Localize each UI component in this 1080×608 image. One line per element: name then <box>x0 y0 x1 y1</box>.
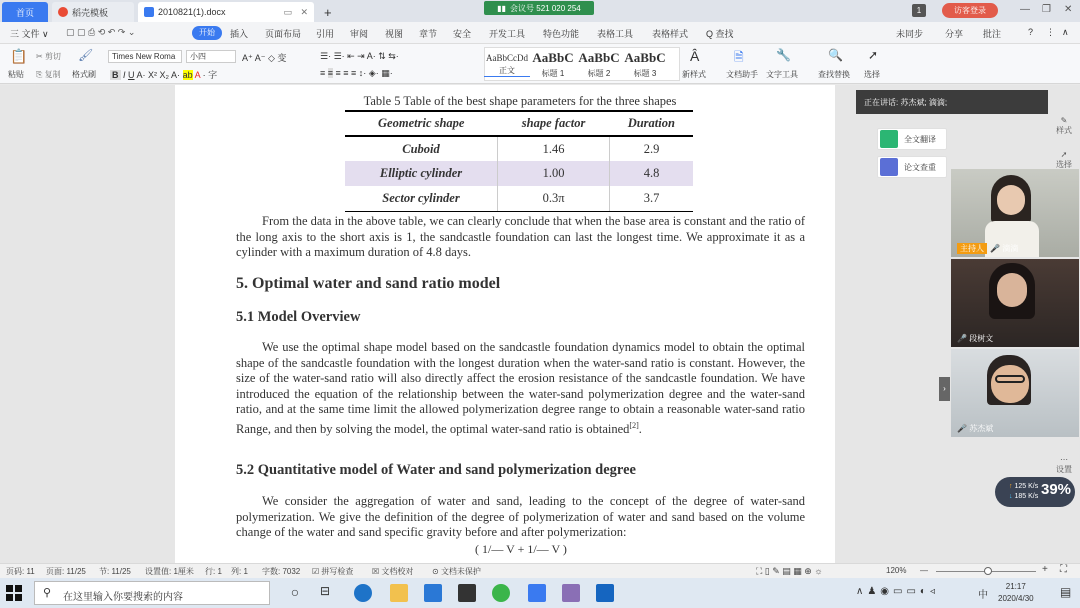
table-header-row <box>345 111 693 136</box>
sync-status[interactable]: 未同步 <box>896 29 924 39</box>
ime-indicator[interactable]: 中 <box>978 590 988 601</box>
table-row <box>345 186 693 211</box>
doc-assistant-icon: 🗎 <box>734 50 744 64</box>
task-view-icon[interactable]: ⊟ <box>319 584 331 598</box>
status-setting: 设置值: 1厘米 <box>145 567 194 576</box>
menu-table-style[interactable]: 表格样式 <box>652 29 689 39</box>
status-pages[interactable]: 页面: 11/25 <box>46 567 86 576</box>
list-buttons[interactable]: ☰· ☰· ⇤ ⇥ A· ⇅ ⇆· <box>320 51 399 61</box>
table-cell[interactable]: Sector cylinder <box>345 186 498 211</box>
browser-icon[interactable] <box>492 584 510 602</box>
text-tools-icon: 🔧 <box>776 48 791 62</box>
store-icon[interactable] <box>458 584 476 602</box>
text-format-buttons[interactable]: B I U A· X² X₂ A· ab A · 字 <box>112 70 218 80</box>
edge-icon[interactable] <box>354 584 372 602</box>
collapse-video-panel-button[interactable]: › <box>939 377 950 401</box>
new-style-button[interactable]: 新样式 <box>682 70 706 79</box>
participant-label: 🎤 段树文 <box>957 334 994 343</box>
status-bar <box>0 563 1080 578</box>
mic-icon: 🎤 <box>957 334 967 343</box>
menu-references[interactable]: 引用 <box>316 29 335 39</box>
menu-chapter[interactable]: 章节 <box>419 29 438 39</box>
style-heading-1[interactable]: AaBbC 标题 1 <box>532 50 574 78</box>
paste-button[interactable]: 粘贴 <box>8 70 24 79</box>
video-tile-participant[interactable] <box>951 259 1079 347</box>
paragraph: We use the optimal shape model based on the sandcastle foundation dynamics model to obtain the optimal shape of the sandcastle foundation with the longest duration when the water-sand ratio is constant. However, the size of the water-sand ratio will also directly affect the erosion resistance of the sandcastle foundation. We have introduced the equation of the relationship between the water-sand polymerization degree and the water-sand ratio, and at the same time limit the allowed polymerization degree range to obtain a reasonable water-sand ratio Range, and then by solving the model, the optimal water-sand ratio is obtained[2]. <box>236 340 805 437</box>
tab-close-icon[interactable]: ✕ <box>300 6 308 17</box>
restore-icon[interactable]: ❐ <box>1042 4 1051 15</box>
tab-document-label: 2010821(1).docx <box>158 7 226 17</box>
glasses <box>995 375 1025 383</box>
paste-icon[interactable]: 📋 <box>10 48 28 64</box>
font-name-select[interactable]: Times New Roma <box>108 50 182 63</box>
table-header-cell: Geometric shape <box>345 111 498 136</box>
cut-button[interactable]: ✂ 剪切 <box>36 52 61 61</box>
ribbon-toolbar <box>0 44 1080 84</box>
menu-insert[interactable]: 插入 <box>230 29 249 39</box>
participant-label: 主持人 🎤 滴滴 <box>957 243 1018 254</box>
table-cell[interactable]: Cuboid <box>402 141 440 156</box>
copy-button[interactable]: ⎘ 复制 <box>36 70 61 79</box>
table-cell[interactable]: Elliptic cylinder <box>345 161 498 186</box>
find-replace-button[interactable]: 查找替换 <box>818 70 850 79</box>
format-painter-button[interactable]: 格式刷 <box>72 70 96 79</box>
participant-face <box>997 273 1027 307</box>
mic-icon: 🎤 <box>990 244 1000 253</box>
tab-document[interactable] <box>138 2 314 22</box>
paragraph: From the data in the above table, we can clearly conclude that when the base area is constant and the ratio of the long axis to the short axis is 1, the sandcastle foundation can last the longest time. We approximate it as a cylinder with a maximum duration of 4.8 days. <box>236 214 805 260</box>
shape-parameters-table[interactable] <box>345 110 693 212</box>
find-replace-icon: 🔍 <box>828 48 843 62</box>
meeting-id-label: 会议号 521 020 254 <box>510 3 581 13</box>
status-section: 节: 11/25 <box>99 567 131 576</box>
settings-side-tool[interactable]: ⋯ 设置 <box>1056 455 1072 474</box>
format-painter-icon: 🖌 <box>78 48 94 62</box>
tab-template[interactable] <box>52 2 134 22</box>
table-cell[interactable]: 3.7 <box>610 186 693 211</box>
style-body-text[interactable]: AaBbCcDd 正文 <box>486 53 528 75</box>
paper-check-icon <box>880 158 898 176</box>
menu-features[interactable]: 特色功能 <box>543 29 580 39</box>
paper-check-button[interactable]: 论文查重 <box>877 156 947 178</box>
mail-icon[interactable] <box>424 584 442 602</box>
participant-face <box>991 365 1029 403</box>
menu-dev-tools[interactable]: 开发工具 <box>489 29 526 39</box>
network-rates: ↑ 125 K/s ↓ 185 K/s <box>1009 483 1039 500</box>
cortana-icon[interactable]: ○ <box>290 584 300 600</box>
zoom-out-icon[interactable]: — <box>920 566 928 575</box>
menu-start[interactable]: 开始 <box>192 26 222 40</box>
search-icon: ⚲ <box>43 587 52 599</box>
signal-icon: ▮▮ <box>497 3 507 13</box>
file-explorer-icon[interactable] <box>390 584 408 602</box>
table-row <box>345 136 693 161</box>
pen-icon: ✎ <box>1060 116 1068 125</box>
participant-label: 🎤 苏杰斌 <box>957 424 994 433</box>
taskbar-clock[interactable]: 21:17 2020/4/30 <box>998 582 1034 603</box>
quick-access-icons[interactable]: ▢ ▢ ⎙ ⟲ ↶ ↷ ⌄ <box>66 27 136 37</box>
meeting-id-bar <box>484 1 594 15</box>
collapse-ribbon-icon[interactable]: ∧ <box>1062 27 1069 37</box>
font-size-select[interactable]: 小四 <box>186 50 236 63</box>
fit-page-icon[interactable]: ⛶ <box>1060 564 1067 575</box>
citation: [2] <box>629 420 639 430</box>
memory-percent: 39% <box>1041 481 1072 498</box>
tab-bar <box>0 0 1080 22</box>
font-size-buttons[interactable]: A⁺ A⁻ ◇ 变 <box>242 53 287 63</box>
spell-check-button[interactable]: ☑ 拼写检查 <box>312 567 354 576</box>
word-doc-icon <box>144 7 154 17</box>
window-count-badge[interactable]: 1 <box>912 4 926 17</box>
video-tile-participant[interactable] <box>951 349 1079 437</box>
close-window-icon[interactable]: ✕ <box>1064 4 1073 15</box>
status-words[interactable]: 字数: 7032 <box>262 567 301 576</box>
select-side-tool[interactable]: ➚ 选择 <box>1050 150 1078 170</box>
zoom-level[interactable]: 120% <box>886 566 907 575</box>
subsection-heading: 5.2 Quantitative model of Water and sand polymerization degree <box>236 462 636 478</box>
menu-find[interactable]: Q 查找 <box>706 29 734 39</box>
section-heading: 5. Optimal water and sand ratio model <box>236 275 501 292</box>
table-cell[interactable]: 2.9 <box>610 136 693 161</box>
view-mode-icons[interactable]: ⛶ ▯ ✎ ▤ ▦ ⊕ ☼ <box>756 566 823 576</box>
formula: ( 1/— V + 1/— V ) <box>475 542 567 556</box>
status-col: 列: 1 <box>231 567 248 576</box>
windows-taskbar <box>0 578 1080 608</box>
zoom-slider-handle[interactable] <box>984 567 992 575</box>
more-icon[interactable]: ⋮ <box>1046 27 1055 37</box>
system-tray-icons[interactable]: ∧♟◉▭▭◐◃ <box>856 586 939 597</box>
doc-assistant-button[interactable]: 文档助手 <box>726 70 758 79</box>
select-button[interactable]: 选择 <box>864 70 880 79</box>
share-button[interactable]: 分享 <box>945 29 964 39</box>
menu-review[interactable]: 审阅 <box>350 29 369 39</box>
status-row: 行: 1 <box>205 567 222 576</box>
paragraph: We consider the aggregation of water and sand, leading to the concept of the degree of water-sand polymerization. We give the definition of the degree of polymerization of water and sand based on the volume change of the water and sand specific gravity before and after polymerization: <box>236 494 805 540</box>
table-row <box>345 161 693 186</box>
mic-icon: 🎤 <box>957 424 967 433</box>
meeting-app-icon[interactable] <box>596 584 614 602</box>
notification-icon[interactable]: ▤ <box>1060 585 1072 599</box>
menu-file[interactable]: 三 文件 ∨ <box>10 29 49 39</box>
taskbar-search-input[interactable]: ⚲ 在这里输入你要搜索的内容 <box>34 581 270 605</box>
speaking-indicator: 正在讲话: 苏杰斌; 滴滴; <box>856 90 1048 114</box>
participant-face <box>997 185 1025 215</box>
wps-logo-icon <box>58 7 68 17</box>
select-icon: ➚ <box>868 48 879 62</box>
new-tab-button[interactable]: + <box>324 4 332 20</box>
style-heading-3[interactable]: AaBbC 标题 3 <box>624 50 666 78</box>
visitor-login-button[interactable]: 访客登录 <box>942 3 998 18</box>
menu-security[interactable]: 安全 <box>453 29 472 39</box>
network-speed-widget[interactable] <box>995 477 1075 507</box>
style-heading-2[interactable]: AaBbC 标题 2 <box>578 50 620 78</box>
text-tools-button[interactable]: 文字工具 <box>766 70 798 79</box>
table-caption: Table 5 Table of the best shape parameters for the three shapes <box>363 94 677 108</box>
tab-home-label: 首页 <box>15 7 34 18</box>
status-page-code: 页码: 11 <box>6 567 35 576</box>
table-cell[interactable]: 1.46 <box>498 136 610 161</box>
align-buttons[interactable]: ≡ ≡ ≡ ≡ ≡ ↕· ◈· ▦· <box>320 68 393 78</box>
tab-template-label: 稻壳模板 <box>72 7 109 18</box>
doc-protect-status[interactable]: ⊙ 文档未保护 <box>432 567 481 576</box>
wps-writer-icon[interactable] <box>528 584 546 602</box>
proof-button[interactable]: ☒ 文档校对 <box>372 567 414 576</box>
paragraph-text: We use the optimal shape model based on the sandcastle foundation dynamics model to obtain the optimal shape of the sandcastle foundation with the longest duration when the water-sand ratio is constant. However, the size of the water-sand ratio will also directly affect the erosion resistance of the sandcastle foundation. We have introduced the equation of the relationship between the water-sand polymerization degree and the water-sand ratio, and at the same time limit the allowed polymerization degree range to obtain a reasonable water-sand ratio Range, and then by solving the model, the optimal water-sand ratio is obtained <box>236 340 805 437</box>
table-header-cell: Duration <box>610 111 693 136</box>
new-style-icon: Â <box>690 48 700 64</box>
comment-button[interactable]: 批注 <box>983 29 1002 39</box>
table-header-cell: shape factor <box>498 111 610 136</box>
table-cell[interactable]: 0.3π <box>498 186 610 211</box>
menu-bar <box>0 22 1080 44</box>
windows-start-icon[interactable] <box>6 585 22 601</box>
cursor-icon: ➚ <box>1060 150 1068 159</box>
full-translate-button[interactable]: 全文翻译 <box>877 128 947 150</box>
style-side-tool[interactable]: ✎ 样式 <box>1050 116 1078 136</box>
zoom-in-icon[interactable]: + <box>1042 564 1048 575</box>
table-cell[interactable]: 4.8 <box>610 161 693 186</box>
minimize-icon[interactable]: — <box>1020 4 1030 15</box>
tab-monitor-icon[interactable]: ▭ <box>283 6 292 17</box>
menu-view[interactable]: 视图 <box>385 29 404 39</box>
menu-page-layout[interactable]: 页面布局 <box>265 29 302 39</box>
translate-icon <box>880 130 898 148</box>
tab-home[interactable] <box>2 2 48 22</box>
subsection-heading: 5.1 Model Overview <box>236 309 361 325</box>
menu-table-tools[interactable]: 表格工具 <box>597 29 634 39</box>
help-icon[interactable]: ? <box>1028 27 1034 37</box>
app-icon[interactable] <box>562 584 580 602</box>
document-page[interactable] <box>175 85 835 563</box>
table-cell[interactable]: 1.00 <box>498 161 610 186</box>
video-tile-host[interactable] <box>951 169 1079 257</box>
